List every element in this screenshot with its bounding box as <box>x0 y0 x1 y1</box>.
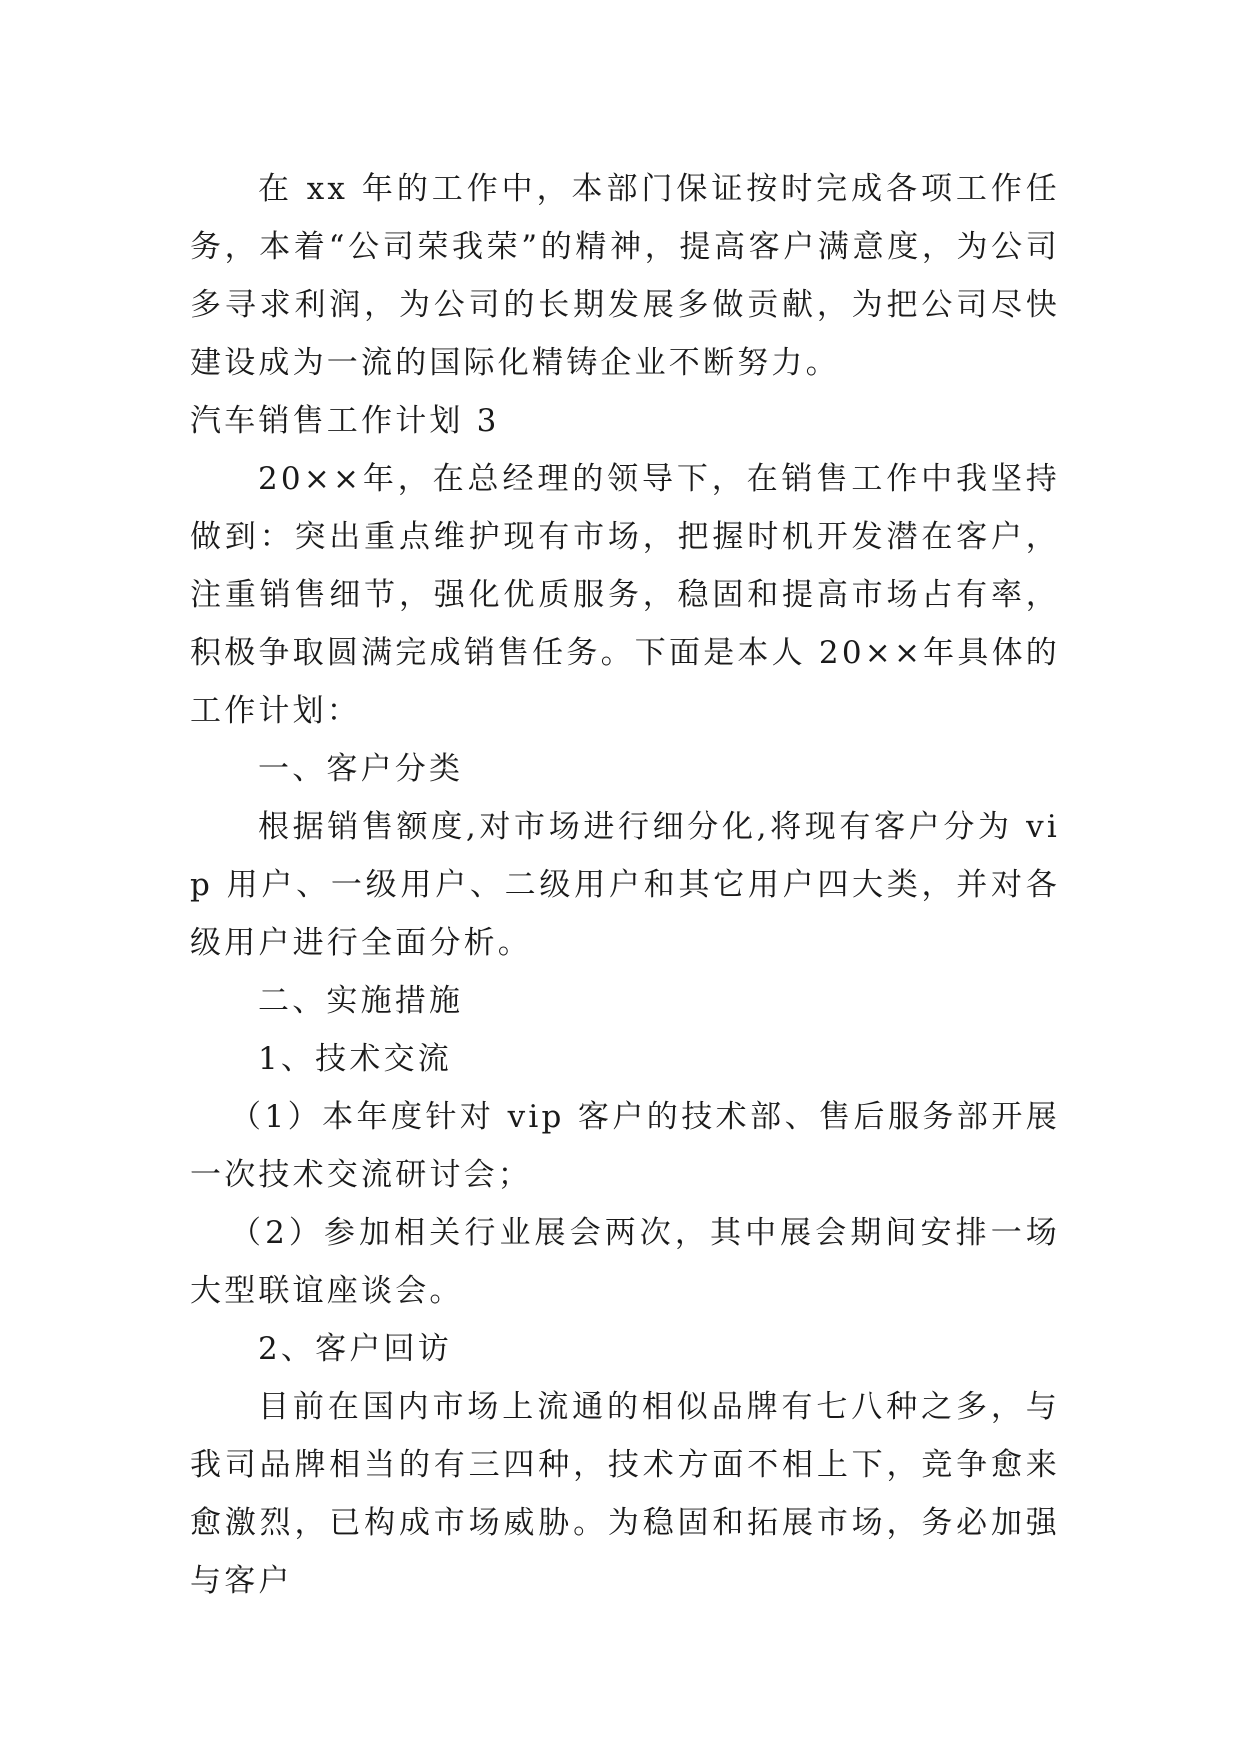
paragraph-intro: 在 xx 年的工作中，本部门保证按时完成各项工作任务，本着“公司荣我荣”的精神，提高客户满意度，为公司多寻求利润，为公司的长期发展多做贡献，为把公司尽快建设成为一流的国际化精铸企业不断努力。 <box>190 171 1060 381</box>
paragraph-classification: 根据销售额度,对市场进行细分化,将现有客户分为 vip 用户、一级用户、二级用户和其它用户四大类，并对各级用户进行全面分析。 <box>190 809 1060 961</box>
section-title: 汽车销售工作计划 3 <box>190 403 500 439</box>
heading-technical-exchange: 1、技术交流 <box>258 1041 452 1077</box>
paragraph-overview: 20××年，在总经理的领导下，在销售工作中我坚持做到：突出重点维护现有市场，把握时机开发潜在客户，注重销售细节，强化优质服务，稳固和提高市场占有率，积极争取圆满完成销售任务。下面是本人 20××年具体的工作计划： <box>190 461 1060 729</box>
list-item-exchange-2: （2）参加相关行业展会两次，其中展会期间安排一场大型联谊座谈会。 <box>190 1215 1060 1309</box>
heading-measures: 二、实施措施 <box>258 983 464 1019</box>
heading-customer-classification: 一、客户分类 <box>258 751 464 787</box>
document-body <box>190 160 1060 1610</box>
paragraph-market: 目前在国内市场上流通的相似品牌有七八种之多，与我司品牌相当的有三四种，技术方面不相上下，竞争愈来愈激烈，已构成市场威胁。为稳固和拓展市场，务必加强与客户 <box>190 1389 1060 1599</box>
list-item-exchange-1: （1）本年度针对 vip 客户的技术部、售后服务部开展一次技术交流研讨会； <box>190 1099 1060 1193</box>
heading-customer-visit: 2、客户回访 <box>258 1331 452 1367</box>
